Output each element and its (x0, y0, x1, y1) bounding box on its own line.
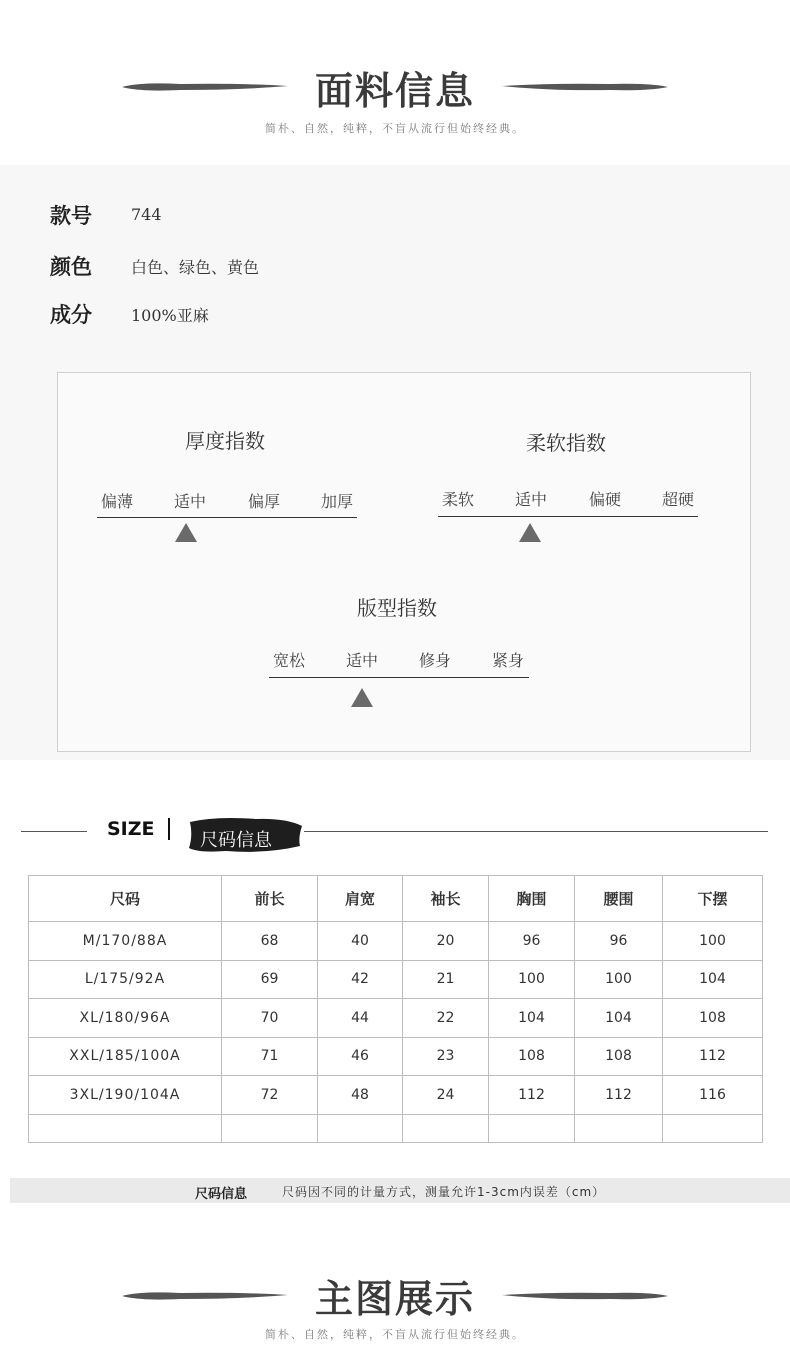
header-sleeve: 袖长 (403, 876, 489, 922)
thickness-option: 适中 (173, 492, 206, 511)
brush-stroke-right (500, 1290, 670, 1302)
size-heading-separator (168, 818, 170, 840)
softness-option: 偏硬 (588, 490, 621, 509)
table-row-empty (29, 1114, 763, 1142)
table-cell: 40 (318, 922, 403, 961)
table-cell (489, 1114, 575, 1142)
table-cell: 68 (222, 922, 318, 961)
table-cell: 48 (318, 1076, 403, 1115)
fabric-section-title: 面料信息 (314, 68, 475, 113)
table-header-row (29, 876, 763, 922)
brush-stroke-right (500, 81, 670, 93)
table-cell: 112 (575, 1076, 663, 1115)
table-cell: 72 (222, 1076, 318, 1115)
table-cell: XL/180/96A (29, 999, 222, 1038)
composition-value: 100%亚麻 (131, 306, 209, 325)
softness-option: 柔软 (441, 490, 474, 509)
table-cell: 108 (575, 1037, 663, 1076)
table-row (29, 960, 763, 999)
table-cell: 116 (663, 1076, 763, 1115)
table-cell: 23 (403, 1037, 489, 1076)
main-image-section-subtitle: 简朴、自然，纯粹，不盲从流行但始终经典。 (265, 1328, 525, 1341)
table-cell (318, 1114, 403, 1142)
table-cell: 24 (403, 1076, 489, 1115)
color-label: 颜色 (50, 254, 92, 279)
table-cell: 3XL/190/104A (29, 1076, 222, 1115)
table-cell: 69 (222, 960, 318, 999)
table-row (29, 922, 763, 961)
fit-index-title: 版型指数 (357, 596, 437, 620)
table-cell: 70 (222, 999, 318, 1038)
header-front-length: 前长 (222, 876, 318, 922)
size-table (28, 875, 763, 1143)
divider-right (304, 831, 768, 832)
fit-option: 修身 (418, 651, 451, 670)
table-cell (222, 1114, 318, 1142)
fabric-section-subtitle: 简朴、自然，纯粹，不盲从流行但始终经典。 (265, 122, 525, 135)
header-hem: 下摆 (663, 876, 763, 922)
main-image-section-title: 主图展示 (314, 1276, 475, 1321)
table-cell: 42 (318, 960, 403, 999)
style-number-label: 款号 (50, 203, 92, 228)
fit-option: 宽松 (272, 651, 305, 670)
composition-label: 成分 (50, 302, 92, 327)
table-cell (403, 1114, 489, 1142)
thickness-index-title: 厚度指数 (185, 429, 265, 453)
table-cell: L/175/92A (29, 960, 222, 999)
table-cell: 104 (489, 999, 575, 1038)
table-cell: 96 (489, 922, 575, 961)
table-row (29, 1037, 763, 1076)
size-note-text: 尺码因不同的计量方式，测量允许1-3cm内误差（cm） (282, 1185, 606, 1199)
table-cell: 104 (575, 999, 663, 1038)
table-cell (575, 1114, 663, 1142)
header-shoulder: 肩宽 (318, 876, 403, 922)
table-cell: 20 (403, 922, 489, 961)
softness-scale-line (438, 516, 698, 517)
thickness-option: 加厚 (320, 492, 353, 511)
header-waist: 腰围 (575, 876, 663, 922)
softness-marker-icon (519, 523, 541, 542)
style-number-value: 744 (131, 205, 162, 224)
size-heading-en: SIZE (107, 818, 155, 840)
table-cell: XXL/185/100A (29, 1037, 222, 1076)
table-cell: 71 (222, 1037, 318, 1076)
divider-left (21, 831, 87, 832)
table-cell: 100 (489, 960, 575, 999)
table-cell: 44 (318, 999, 403, 1038)
table-cell: 21 (403, 960, 489, 999)
table-cell: 112 (489, 1076, 575, 1115)
thickness-marker-icon (175, 523, 197, 542)
color-value: 白色、绿色、黄色 (131, 258, 260, 277)
table-cell (29, 1114, 222, 1142)
thickness-scale-line (97, 517, 357, 518)
table-cell: 46 (318, 1037, 403, 1076)
table-cell: 108 (489, 1037, 575, 1076)
table-cell: M/170/88A (29, 922, 222, 961)
fit-option: 适中 (345, 651, 378, 670)
table-cell: 100 (575, 960, 663, 999)
table-cell: 104 (663, 960, 763, 999)
table-cell: 108 (663, 999, 763, 1038)
header-size: 尺码 (29, 876, 222, 922)
table-cell: 22 (403, 999, 489, 1038)
header-chest: 胸围 (489, 876, 575, 922)
table-cell (663, 1114, 763, 1142)
table-cell: 96 (575, 922, 663, 961)
fit-marker-icon (351, 688, 373, 707)
fit-option: 紧身 (491, 651, 524, 670)
table-cell: 112 (663, 1037, 763, 1076)
softness-index-title: 柔软指数 (526, 431, 606, 455)
fit-scale-line (269, 677, 529, 678)
thickness-option: 偏薄 (100, 492, 133, 511)
softness-option: 适中 (514, 490, 547, 509)
table-cell: 100 (663, 922, 763, 961)
table-row (29, 999, 763, 1038)
thickness-option: 偏厚 (247, 492, 280, 511)
softness-option: 超硬 (661, 490, 694, 509)
size-note-label: 尺码信息 (195, 1187, 248, 1202)
size-heading-cn: 尺码信息 (200, 830, 272, 851)
table-row (29, 1076, 763, 1115)
